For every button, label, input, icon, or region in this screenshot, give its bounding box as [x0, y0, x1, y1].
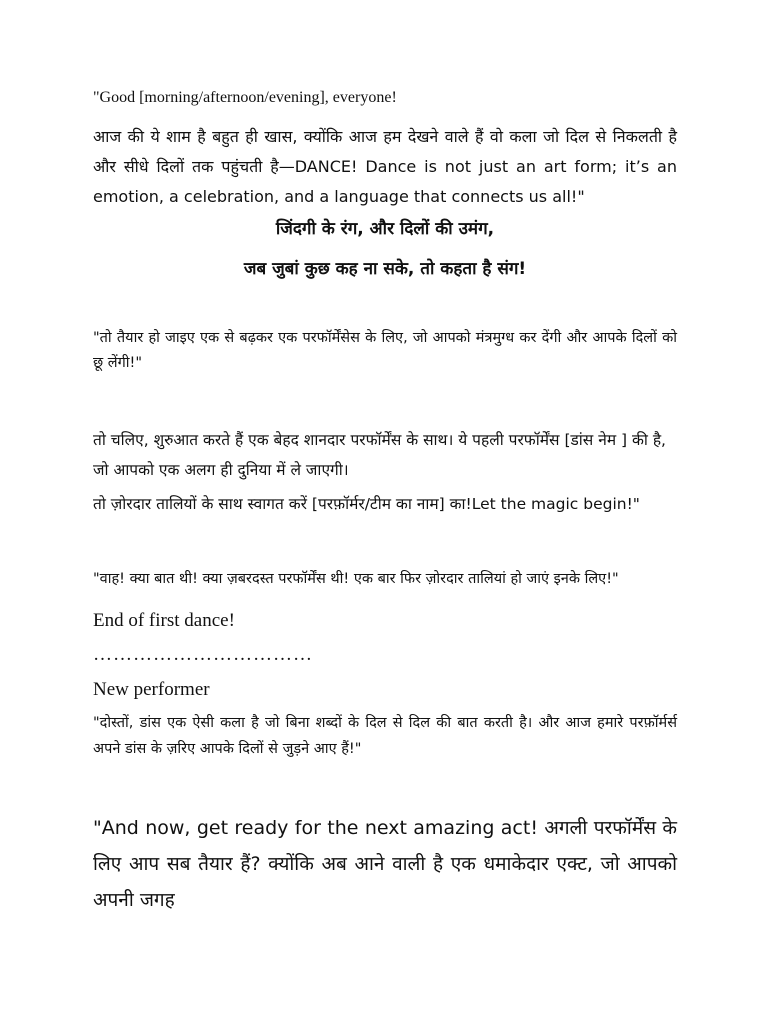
couplet-line-2: जब जुबां कुछ कह ना सके, तो कहता है संग! — [243, 259, 527, 279]
dotted-separator: …………………………… — [93, 644, 313, 665]
next-act-paragraph: "And now, get ready for the next amazing act! अगली परफॉर्मेंस के लिए आप सब तैयार हैं? क्योंकि अब आने वाली है एक धमाकेदार एक्ट, जो आपको अपनी जगह — [93, 817, 677, 911]
new-performer-heading: New performer — [93, 679, 210, 700]
ready-paragraph: "तो तैयार हो जाइए एक से बढ़कर एक परफॉर्मेंसेस के लिए, जो आपको मंत्रमुग्ध कर देंगी और आपके दिलों को छू लेंगी!" — [93, 330, 677, 371]
greeting-line: "Good [morning/afternoon/evening], everyone! — [93, 89, 397, 106]
welcome-line: तो ज़ोरदार तालियों के साथ स्वागत करें [परफ़ॉर्मर/टीम का नाम] का!Let the magic begin!" — [93, 495, 640, 513]
intro-paragraph: आज की ये शाम है बहुत ही खास, क्योंकि आज हम देखने वाले हैं वो कला जो दिल से निकलती है और सीधे दिलों तक पहुंचती है—DANCE! Dance is not just an art form; it’s an emotion, a celebration, and a language that connects us all!" — [93, 127, 677, 206]
couplet-line-1: जिंदगी के रंग, और दिलों की उमंग, — [275, 219, 495, 239]
end-first-dance-heading: End of first dance! — [93, 610, 235, 631]
applause-line: "वाह! क्या बात थी! क्या ज़बरदस्त परफॉर्मेंस थी! एक बार फिर ज़ोरदार तालियां हो जाएं इनके लिए!" — [93, 571, 619, 587]
friends-paragraph: "दोस्तों, डांस एक ऐसी कला है जो बिना शब्दों के दिल से दिल की बात करती है। और आज हमारे परफ़ॉर्मर्स अपने डांस के ज़रिए आपके दिलों से जुड़ने आए हैं!" — [93, 715, 677, 757]
first-performance-intro: तो चलिए, शुरुआत करते हैं एक बेहद शानदार परफॉर्मेंस के साथ। ये पहली परफॉर्मेंस [डांस नेम ] की है, जो आपको एक अलग ही दुनिया में ले जाएगी। — [93, 431, 666, 479]
